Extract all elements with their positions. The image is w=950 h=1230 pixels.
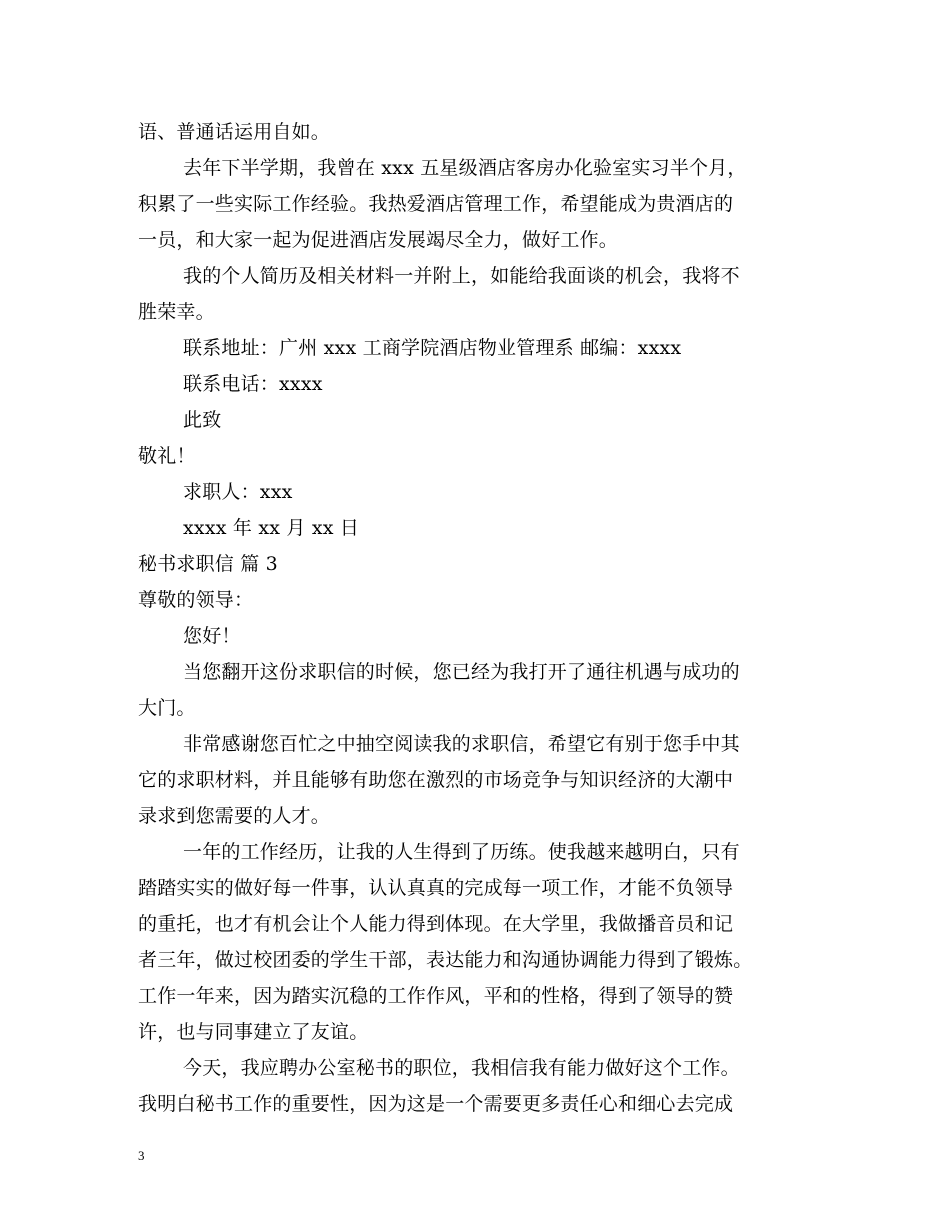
text-line: 工作一年来，因为踏实沉稳的工作作风，平和的性格，得到了领导的赞 bbox=[138, 985, 734, 1007]
text-line: 一员，和大家一起为促进酒店发展竭尽全力，做好工作。 bbox=[138, 229, 619, 251]
text-line: 今天，我应聘办公室秘书的职位，我相信我有能力做好这个工作。 bbox=[183, 1057, 740, 1079]
text-line: 联系地址：广州 xxx 工商学院酒店物业管理系 邮编：xxxx bbox=[183, 337, 682, 359]
text-line: 积累了一些实际工作经验。我热爱酒店管理工作，希望能成为贵酒店的 bbox=[138, 193, 734, 215]
text-line: 当您翻开这份求职信的时候，您已经为我打开了通往机遇与成功的 bbox=[183, 661, 740, 683]
text-line: 我的个人简历及相关材料一并附上，如能给我面谈的机会，我将不 bbox=[183, 265, 740, 287]
text-line: 秘书求职信 篇 3 bbox=[138, 553, 278, 575]
text-line: 许，也与同事建立了友谊。 bbox=[138, 1021, 369, 1043]
text-line: 联系电话：xxxx bbox=[183, 373, 323, 395]
text-line: 语、普通话运用自如。 bbox=[138, 121, 331, 143]
text-line: 敬礼！ bbox=[138, 445, 196, 467]
text-line: 的重托，也才有机会让个人能力得到体现。在大学里，我做播音员和记 bbox=[138, 913, 734, 935]
text-line: xxxx 年 xx 月 xx 日 bbox=[183, 517, 360, 539]
text-line: 胜荣幸。 bbox=[138, 301, 215, 323]
text-line: 非常感谢您百忙之中抽空阅读我的求职信，希望它有别于您手中其 bbox=[183, 733, 740, 755]
text-line: 我明白秘书工作的重要性，因为这是一个需要更多责任心和细心去完成 bbox=[138, 1093, 734, 1115]
text-line: 您好！ bbox=[183, 625, 241, 647]
text-line: 者三年，做过校团委的学生干部，表达能力和沟通协调能力得到了锻炼。 bbox=[138, 949, 753, 971]
text-line: 踏踏实实的做好每一件事，认认真真的完成每一项工作，才能不负领导 bbox=[138, 877, 734, 899]
text-line: 它的求职材料，并且能够有助您在激烈的市场竞争与知识经济的大潮中 bbox=[138, 769, 734, 791]
document-body bbox=[138, 114, 818, 1122]
text-line: 此致 bbox=[183, 409, 222, 431]
text-line: 录求到您需要的人才。 bbox=[138, 805, 331, 827]
text-line: 求职人：xxx bbox=[183, 481, 293, 503]
text-line: 大门。 bbox=[138, 697, 196, 719]
text-line: 一年的工作经历，让我的人生得到了历练。使我越来越明白，只有 bbox=[183, 841, 740, 863]
text-line: 尊敬的领导： bbox=[138, 589, 254, 611]
page-number: 3 bbox=[138, 1148, 145, 1163]
text-line: 去年下半学期，我曾在 xxx 五星级酒店客房办化验室实习半个月， bbox=[183, 157, 747, 179]
